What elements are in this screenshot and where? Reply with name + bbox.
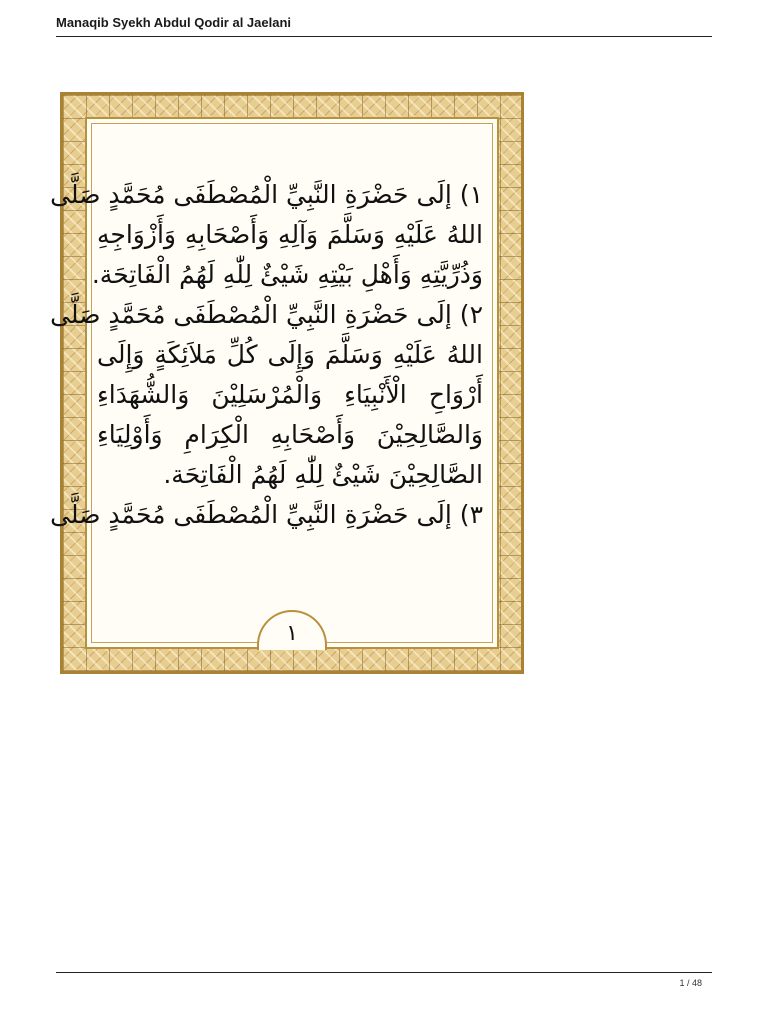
page-counter: 1 / 48 — [679, 978, 702, 988]
text-line: اللهُ عَلَيْهِ وَسَلَّمَ وَآلِهِ وَأَصْحَابِهِ وَأَزْوَاجِهِ — [97, 220, 483, 249]
text-line: الصَّالِحِيْنَ شَيْئٌ لِلّٰهِ لَهُمُ الْفَاتِحَة. — [163, 460, 483, 489]
document-footer — [56, 972, 712, 988]
document-header — [56, 12, 712, 37]
text-line: ٣) إلَى حَضْرَةِ النَّبِيِّ الْمُصْطَفَى مُحَمَّدٍ صَلَّى — [50, 500, 483, 529]
text-line: أَرْوَاحِ الْأَنْبِيَاءِ وَالْمُرْسَلِيْنَ وَالشُّهَدَاءِ — [97, 380, 483, 409]
text-line: ٢) إلَى حَضْرَةِ النَّبِيِّ الْمُصْطَفَى مُحَمَّدٍ صَلَّى — [50, 300, 483, 329]
page-number-tab: ١ — [257, 610, 327, 650]
text-line: ١) إلَى حَضْرَةِ النَّبِيِّ الْمُصْطَفَى مُحَمَّدٍ صَلَّى — [50, 180, 483, 209]
text-line: اللهُ عَلَيْهِ وَسَلَّمَ وَإِلَى كُلِّ مَلاَئِكَةٍ وَإِلَى — [97, 340, 483, 369]
text-line: وَالصَّالِحِيْنَ وَأَصْحَابِهِ الْكِرَامِ وَأَوْلِيَاءِ — [97, 420, 483, 449]
text-line: وَذُرِّيَّتِهِ وَأَهْلِ بَيْتِهِ شَيْئٌ لِلّٰهِ لَهُمُ الْفَاتِحَة. — [91, 260, 483, 289]
ornamental-page-frame — [50, 92, 524, 674]
page-content-area — [50, 117, 499, 649]
arabic-text-block — [50, 175, 483, 535]
document-title: Manaqib Syekh Abdul Qodir al Jaelani — [56, 15, 292, 30]
